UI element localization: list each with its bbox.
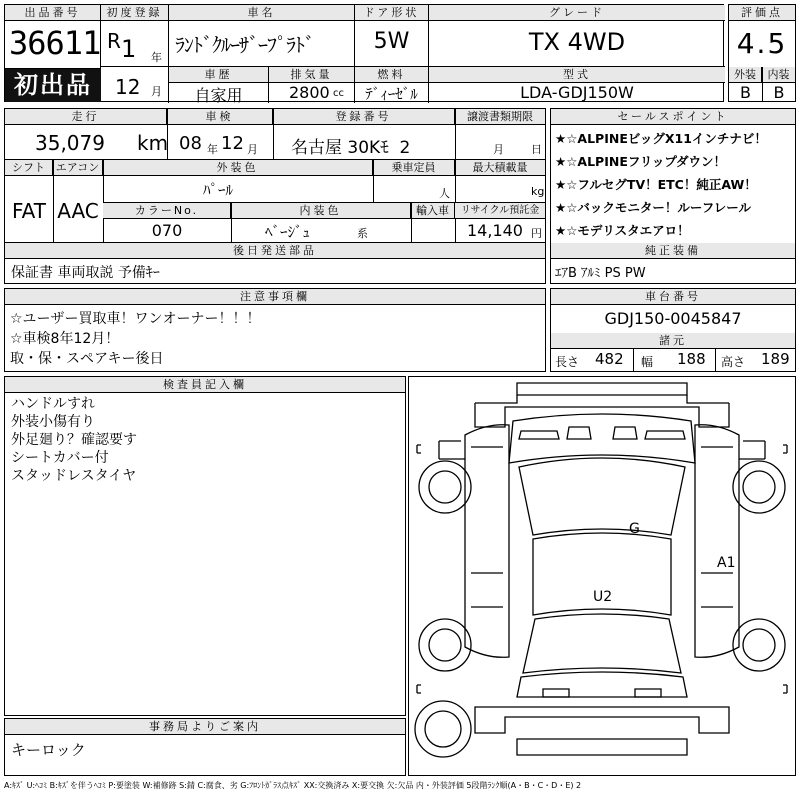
- inspection-year-unit: 年: [207, 143, 218, 156]
- history-cell: [169, 67, 269, 103]
- first-registration-month-cell: [101, 67, 169, 103]
- office-notice-block: [4, 718, 406, 776]
- recycle-deposit-label: リサイクル預託金: [455, 203, 545, 219]
- office-notice: キーロック: [11, 741, 86, 759]
- history: 自家用: [194, 86, 243, 105]
- first-registration-cell: [101, 5, 169, 67]
- inspection-year: 08: [179, 133, 202, 154]
- grade: TX 4WD: [528, 28, 626, 56]
- header-block: [4, 4, 724, 105]
- interior-color-suffix: 系: [357, 227, 368, 240]
- width: 188: [677, 350, 706, 368]
- selling-point: ★☆ALPINEビッグX11インチナビ！: [555, 131, 767, 146]
- car-name: ﾗﾝﾄﾞｸﾙｰｻﾞｰﾌﾟﾗﾄﾞ: [175, 33, 314, 57]
- standard-equipment: ｴｱB ｱﾙﾐ PS PW: [555, 266, 646, 281]
- chassis-number: GDJ150-0045847: [604, 309, 742, 328]
- inspection-month-unit: 月: [247, 143, 258, 156]
- displacement-label: 排気量: [269, 67, 354, 83]
- inspector-note: 外足廻り？確認要す: [11, 432, 137, 448]
- interior-color-label: 内装色: [231, 203, 411, 219]
- chassis-block: [550, 288, 796, 372]
- inspector-notes-label: 検査員記入欄: [5, 377, 405, 393]
- lot-number-label: 出品番号: [5, 5, 100, 21]
- inspector-block: [4, 376, 406, 716]
- caution-line: 取・保・スペアキー後日: [10, 351, 164, 367]
- lot-number-cell: [5, 5, 101, 69]
- height: 189: [761, 350, 790, 368]
- interior-color: ﾍﾞｰｼﾞｭ: [265, 223, 311, 241]
- interior-label: 内装: [762, 67, 795, 83]
- import-label: 輸入車: [411, 203, 455, 219]
- fuel: ﾃﾞｨｰｾﾞﾙ: [365, 85, 418, 103]
- damage-mark-g: G: [629, 521, 640, 537]
- transfer-deadline-label: 譲渡書類期限: [455, 109, 545, 125]
- inspector-note: ハンドルすれ: [11, 396, 95, 412]
- exterior-color-label: 外装色: [103, 160, 373, 176]
- era: R: [107, 29, 121, 53]
- fuel-label: 燃料: [355, 67, 428, 83]
- first-listing-badge: 初出品: [5, 69, 101, 102]
- later-parts: 保証書 車両取説 予備ｷｰ: [11, 265, 160, 281]
- transfer-day-unit: 日: [531, 143, 542, 156]
- lot-number: 36611: [9, 24, 101, 62]
- chassis-number-label: 車台番号: [551, 289, 795, 305]
- exterior-score: B: [740, 83, 751, 102]
- exterior-label: 外装: [729, 67, 762, 83]
- displacement-cell: [269, 67, 355, 103]
- score-block: [728, 4, 796, 102]
- car-name-cell: [169, 5, 355, 67]
- mileage: 35,079: [35, 131, 105, 155]
- car-name-label: 車名: [169, 5, 354, 21]
- car-damage-diagram: [409, 377, 795, 775]
- later-parts-label: 後日発送部品: [5, 243, 545, 259]
- inspector-notes-list: [11, 395, 137, 485]
- interior-score: B: [773, 83, 785, 102]
- shift: FAT: [11, 199, 46, 223]
- damage-mark-a1: A1: [717, 555, 736, 571]
- selling-point: ★☆モデリスタエアロ！: [555, 223, 690, 238]
- score: 4.5: [736, 27, 788, 60]
- caution-line: ☆ユーザー買取車！ワンオーナー！！！: [10, 311, 261, 327]
- month: 12: [115, 75, 141, 99]
- doors-cell: [355, 5, 429, 67]
- length-label: 長さ: [555, 355, 580, 369]
- max-load-unit: kg: [531, 185, 545, 198]
- recycle-deposit: 14,140: [467, 221, 523, 240]
- color-number: 070: [151, 221, 183, 240]
- ac-label: エアコン: [53, 160, 103, 176]
- displacement: 2800: [289, 83, 330, 102]
- inspection-month: 12: [221, 133, 244, 154]
- inspector-note: 外装小傷有り: [11, 414, 95, 430]
- transfer-month-unit: 月: [493, 143, 504, 156]
- damage-mark-u2: U2: [593, 589, 613, 605]
- width-label: 幅: [641, 355, 654, 369]
- legend-text: A:ｷｽﾞ U:ﾍｺﾐ B:ｷｽﾞを伴うﾍｺﾐ P:要塗装 W:補修跡 S:錆 C:腐食、劣 G:ﾌﾛﾝﾄｶﾞﾗｽ点ｷｽﾞ XX:交換済み X:要交換 欠:欠品 内・外装評価 5段階ﾗﾝｸ順(A・B・C・D・E) 2: [4, 781, 582, 790]
- height-label: 高さ: [721, 355, 746, 369]
- caution-list: [10, 309, 261, 369]
- inspection-label: 車検: [167, 109, 273, 125]
- fuel-cell: [355, 67, 429, 103]
- shift-label: シフト: [5, 160, 53, 176]
- inspector-note: スタッドレスタイヤ: [11, 468, 137, 484]
- grade-label: グレード: [429, 5, 725, 21]
- selling-point: ★☆フルセグTV！ETC！純正AW！: [555, 177, 757, 192]
- selling-point: ★☆ALPINEフリップダウン！: [555, 154, 726, 169]
- standard-equipment-label: 純正装備: [551, 243, 795, 259]
- selling-points-block: [550, 108, 796, 284]
- capacity-label: 乗車定員: [373, 160, 455, 176]
- year-unit: 年: [151, 51, 162, 64]
- km-unit: km: [137, 131, 169, 155]
- grade-cell: [429, 5, 725, 67]
- caution-label: 注意事項欄: [5, 289, 545, 305]
- doors-label: ドア形状: [355, 5, 428, 21]
- office-notice-label: 事務局よりご案内: [5, 719, 405, 735]
- registration-label: 登録番号: [273, 109, 455, 125]
- max-load-label: 最大積載量: [455, 160, 545, 176]
- era-year: 1: [121, 35, 137, 63]
- specs-label: 諸元: [551, 333, 795, 349]
- month-unit: 月: [151, 85, 162, 98]
- exterior-color: ﾊﾟｰﾙ: [202, 181, 233, 199]
- yen-unit: 円: [531, 227, 542, 240]
- selling-point: ★☆バックモニター！ルーフレール: [555, 200, 752, 215]
- caution-block: [4, 288, 546, 372]
- model-cell: [429, 67, 725, 103]
- model: LDA-GDJ150W: [520, 83, 634, 102]
- history-label: 車歴: [169, 67, 268, 83]
- doors: 5W: [373, 29, 410, 54]
- air-conditioner: AAC: [57, 199, 99, 223]
- selling-points-list: [555, 127, 795, 242]
- model-label: 型式: [429, 67, 725, 83]
- selling-points-label: セールスポイント: [551, 109, 795, 125]
- first-registration-label: 初度登録: [101, 5, 168, 21]
- caution-line: ☆車検8年12月！: [10, 331, 120, 347]
- mileage-label: 走行: [5, 109, 167, 125]
- inspector-note: シートカバー付: [11, 450, 109, 466]
- vehicle-details-block: [4, 108, 546, 284]
- capacity-unit: 人: [439, 187, 450, 200]
- length: 482: [595, 350, 624, 368]
- damage-diagram-block: [408, 376, 796, 776]
- cc-unit: cc: [333, 88, 344, 99]
- registration-number: 名古屋 30Kﾓ 2: [291, 138, 411, 158]
- color-number-label: カラーNo.: [103, 203, 231, 219]
- score-label: 評価点: [729, 5, 795, 21]
